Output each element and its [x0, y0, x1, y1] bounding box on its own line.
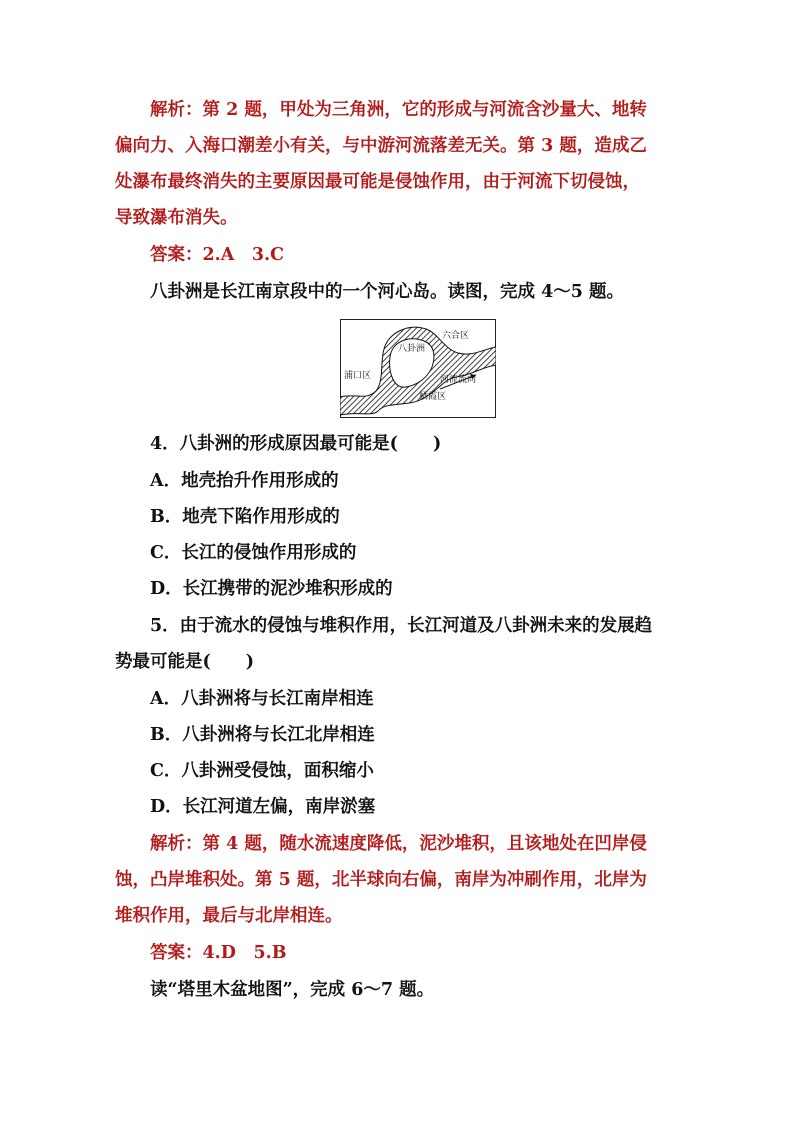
label-liuhe: 六合区: [442, 331, 470, 341]
q4-option-a[interactable]: A．地壳抬升作用形成的: [150, 471, 339, 491]
analysis-line: 堆积作用，最后与北岸相连。: [115, 906, 343, 926]
analysis-line: 导致瀑布消失。: [115, 208, 238, 228]
label-flow: 河流流向: [440, 375, 477, 385]
answer-value: 2.A 3.C: [202, 245, 285, 265]
baguazhou-map: [340, 319, 496, 418]
answer-value: 4.D 5.B: [202, 943, 287, 963]
q4-option-b[interactable]: B．地壳下陷作用形成的: [150, 507, 340, 527]
map-svg: [340, 319, 496, 418]
analysis-line: [115, 92, 695, 128]
q5-option-b[interactable]: B．八卦洲将与长江北岸相连: [150, 725, 375, 745]
question-intro: 读“塔里木盆地图”，完成 6～7 题。: [150, 980, 435, 1000]
analysis-label: 解析：: [150, 834, 203, 854]
q4-option-c[interactable]: C．长江的侵蚀作用形成的: [150, 543, 357, 563]
question-4-stem: 4．八卦洲的形成原因最可能是( ): [150, 434, 442, 454]
analysis-line: 偏向力、入海口潮差小有关，与中游河流落差无关。第 3 题，造成乙: [115, 136, 647, 156]
question-5-stem: 5．由于流水的侵蚀与堆积作用，长江河道及八卦洲未来的发展趋: [150, 616, 653, 636]
q5-option-c[interactable]: C．八卦洲受侵蚀，面积缩小: [150, 761, 374, 781]
q5-option-d[interactable]: D．长江河道左偏，南岸淤塞: [150, 797, 376, 817]
answer-line: [115, 935, 695, 971]
answer-line: [115, 237, 695, 273]
analysis-text: 第 4 题，随水流速度降低，泥沙堆积，且该地处在凹岸侵: [202, 834, 647, 854]
answer-label: 答案：: [150, 943, 203, 963]
analysis-text: 第 2 题，甲处为三角洲，它的形成与河流含沙量大、地转: [202, 100, 647, 120]
analysis-line: [115, 826, 695, 862]
analysis-label: 解析：: [150, 100, 203, 120]
question-intro: 八卦洲是长江南京段中的一个河心岛。读图，完成 4～5 题。: [150, 282, 625, 302]
question-5-stem-cont: 势最可能是( ): [115, 652, 255, 672]
q4-option-d[interactable]: D．长江携带的泥沙堆积形成的: [150, 579, 393, 599]
q5-option-a[interactable]: A．八卦洲将与长江南岸相连: [150, 689, 374, 709]
label-island: 八卦洲: [398, 344, 426, 354]
label-pukou: 浦口区: [344, 371, 372, 381]
analysis-line: 蚀，凸岸堆积处。第 5 题，北半球向右偏，南岸为冲刷作用，北岸为: [115, 870, 647, 890]
analysis-line: 处瀑布最终消失的主要原因最可能是侵蚀作用，由于河流下切侵蚀，: [115, 172, 640, 192]
answer-label: 答案：: [150, 245, 203, 265]
label-qixia: 栖霞区: [419, 392, 447, 402]
